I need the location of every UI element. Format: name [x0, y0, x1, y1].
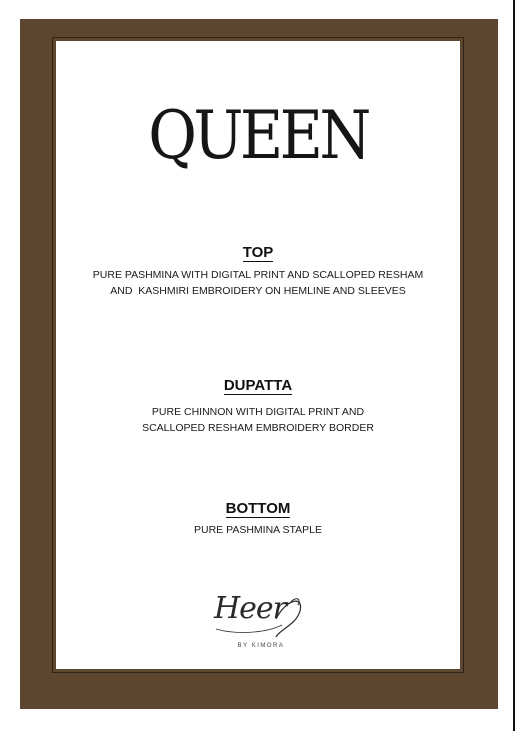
page-edge-divider — [513, 0, 515, 731]
section-heading-top — [56, 245, 460, 262]
section-heading-bottom-label: BOTTOM — [225, 500, 291, 517]
section-heading-dupatta — [56, 378, 460, 395]
section-heading-top-label: TOP — [242, 244, 274, 261]
brown-frame — [20, 19, 498, 709]
logo-script-text: Heer — [214, 591, 287, 626]
section-body-bottom: PURE PASHMINA STAPLE — [194, 524, 322, 536]
section-body-top: PURE PASHMINA WITH DIGITAL PRINT AND SCALLOPED RESHAM AND KASHMIRI EMBROIDERY ON HEMLINE AND SLEEVES — [92, 269, 424, 297]
brand-logo — [206, 589, 316, 653]
logo-tagline: BY KIMORA — [237, 643, 285, 649]
section-heading-dupatta-label: DUPATTA — [223, 377, 293, 394]
collection-title: QUEEN — [148, 97, 368, 174]
section-heading-bottom — [56, 501, 460, 518]
product-card — [56, 41, 460, 669]
section-body-dupatta: PURE CHINNON WITH DIGITAL PRINT AND SCALLOPED RESHAM EMBROIDERY BORDER — [142, 406, 374, 434]
